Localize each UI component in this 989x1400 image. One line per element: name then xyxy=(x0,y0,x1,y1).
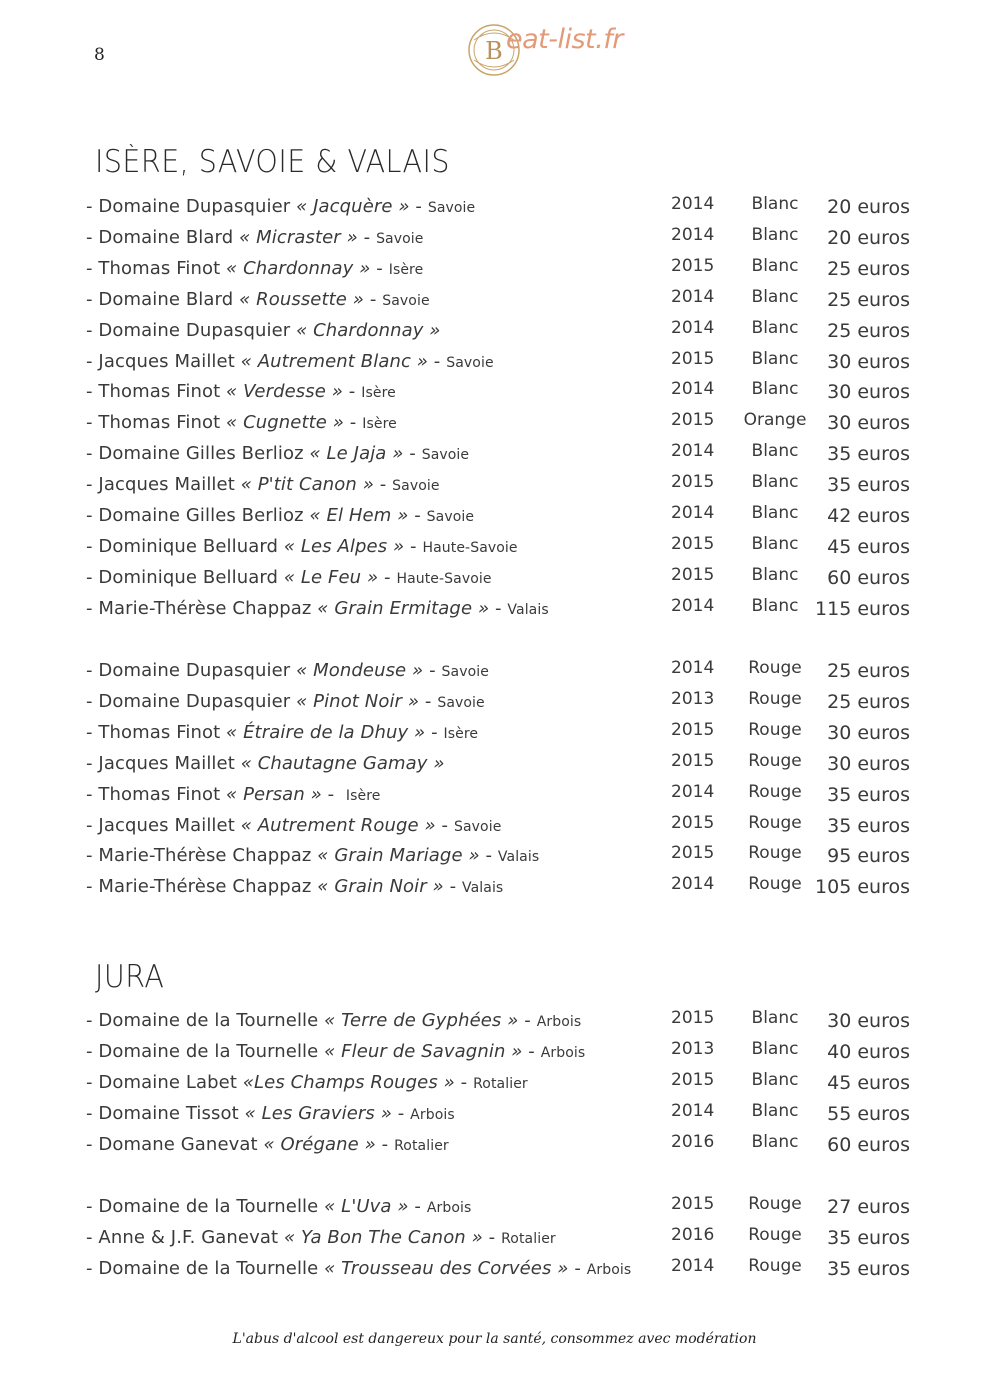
vintage-year: 2014 xyxy=(671,595,715,616)
price: 35 euros xyxy=(827,814,910,837)
price: 45 euros xyxy=(827,1071,910,1094)
separator: - xyxy=(443,876,462,898)
producer: - Thomas Finot xyxy=(86,381,227,403)
producer: - Domaine Tissot xyxy=(86,1102,245,1124)
wine-name xyxy=(86,536,518,557)
wine-name xyxy=(86,351,494,372)
producer: - Domaine Dupasquier xyxy=(86,660,297,681)
separator: - xyxy=(409,196,428,217)
wine-row xyxy=(0,286,989,319)
region: Arbois xyxy=(540,1044,586,1061)
cuvee: « Micraster » xyxy=(239,226,358,248)
separator: - xyxy=(522,1040,541,1062)
region: Savoie xyxy=(421,447,470,464)
producer: - Jacques Maillet xyxy=(86,350,241,372)
section-title: ISÈRE, SAVOIE & VALAIS xyxy=(95,144,450,180)
cuvee: « Cugnette » xyxy=(226,412,344,434)
price: 95 euros xyxy=(827,845,910,868)
producer: - Dominique Belluard xyxy=(86,566,284,588)
region: Savoie xyxy=(453,818,502,835)
price: 60 euros xyxy=(827,1133,910,1156)
region: Isère xyxy=(388,261,424,278)
price: 25 euros xyxy=(827,319,910,342)
producer: - Marie-Thérèse Chappaz xyxy=(86,597,318,619)
cuvee: « Autrement Rouge » xyxy=(240,814,436,836)
producer: - Thomas Finot xyxy=(86,721,227,743)
price: 30 euros xyxy=(827,350,910,373)
wine-row xyxy=(0,1100,989,1133)
separator: - xyxy=(391,1102,411,1124)
price: 60 euros xyxy=(827,566,910,589)
logo-letter: B xyxy=(485,37,503,65)
wine-color: Blanc xyxy=(751,286,799,307)
wine-row xyxy=(0,876,989,906)
region: Arbois xyxy=(426,1200,472,1216)
price: 20 euros xyxy=(827,226,910,249)
vintage-year: 2015 xyxy=(671,472,715,493)
wine-name xyxy=(86,660,489,681)
wine-name xyxy=(86,320,441,341)
wine-name xyxy=(86,258,423,279)
price: 30 euros xyxy=(827,721,910,744)
region: Rotalier xyxy=(501,1230,556,1247)
wine-color: Blanc xyxy=(751,472,799,493)
wine-name xyxy=(86,381,396,402)
price: 105 euros xyxy=(815,876,910,899)
price: 30 euros xyxy=(827,752,910,775)
price: 42 euros xyxy=(827,505,910,527)
producer: - Jacques Maillet xyxy=(86,752,241,774)
wine-color: Blanc xyxy=(751,1038,799,1059)
wine-name xyxy=(86,598,549,619)
region: Savoie xyxy=(437,694,485,711)
producer: - Domaine de la Tournelle xyxy=(86,1010,325,1031)
section-title: JURA xyxy=(95,959,165,995)
price: 40 euros xyxy=(827,1040,910,1063)
producer: - Domaine Gilles Berlioz xyxy=(86,443,310,465)
vintage-year: 2013 xyxy=(671,1038,715,1059)
region: Isère xyxy=(362,416,397,433)
wine-row xyxy=(0,412,989,442)
separator: - xyxy=(342,381,362,403)
wine-row xyxy=(0,750,989,783)
wine-color: Rouge xyxy=(748,658,802,678)
wine-color: Blanc xyxy=(751,1100,799,1121)
vintage-year: 2014 xyxy=(671,781,715,802)
price: 35 euros xyxy=(827,443,910,466)
wine-row xyxy=(0,1196,989,1226)
price: 25 euros xyxy=(827,288,910,311)
vintage-year: 2015 xyxy=(671,1194,715,1214)
wine-row xyxy=(0,1069,989,1102)
wine-row xyxy=(0,1255,989,1288)
price: 35 euros xyxy=(827,1257,910,1280)
separator: - xyxy=(370,257,389,279)
cuvee: « Trousseau des Corvées » xyxy=(324,1257,569,1279)
wine-color: Rouge xyxy=(748,688,802,709)
producer: - Domaine Labet xyxy=(86,1071,243,1093)
separator: - xyxy=(425,721,444,743)
vintage-year: 2016 xyxy=(671,1131,715,1152)
cuvee: « Les Alpes » xyxy=(283,535,405,557)
wine-color: Blanc xyxy=(751,317,799,338)
vintage-year: 2015 xyxy=(671,812,715,833)
region: Valais xyxy=(507,601,549,618)
separator: - xyxy=(482,1226,502,1248)
price: 30 euros xyxy=(827,1010,910,1032)
wine-color: Rouge xyxy=(748,750,802,771)
separator: - xyxy=(375,1133,395,1155)
wine-color: Rouge xyxy=(748,1224,802,1245)
price: 20 euros xyxy=(827,196,910,218)
producer: - Domaine Blard xyxy=(86,288,240,310)
price: 115 euros xyxy=(815,597,910,620)
price: 30 euros xyxy=(827,412,910,435)
wine-name xyxy=(86,1103,455,1124)
separator: - xyxy=(408,1196,427,1217)
separator: - xyxy=(378,566,397,588)
separator: - xyxy=(364,288,383,310)
separator: - xyxy=(423,660,442,681)
vintage-year: 2014 xyxy=(671,503,715,523)
wine-row xyxy=(0,564,989,597)
cuvee: « Étraire de la Dhuy » xyxy=(226,721,426,743)
producer: - Anne & J.F. Ganevat xyxy=(86,1226,284,1248)
region: Isère xyxy=(345,787,381,804)
separator: - xyxy=(321,783,346,805)
wine-color: Blanc xyxy=(751,1069,799,1090)
producer: - Jacques Maillet xyxy=(86,814,241,836)
wine-color: Rouge xyxy=(748,719,802,740)
region: Savoie xyxy=(376,230,424,247)
vintage-year: 2014 xyxy=(671,1255,715,1276)
region: Haute-Savoie xyxy=(396,570,492,587)
producer: - Domaine Dupasquier xyxy=(86,690,297,712)
cuvee: « Terre de Gyphées » xyxy=(324,1010,519,1031)
separator: - xyxy=(404,535,423,557)
wine-row xyxy=(0,1131,989,1164)
price: 30 euros xyxy=(827,381,910,404)
separator: - xyxy=(435,814,454,836)
region: Savoie xyxy=(426,509,475,525)
cuvee: « Grain Mariage » xyxy=(317,845,480,867)
cuvee: « Chardonnay » xyxy=(226,257,371,279)
vintage-year: 2015 xyxy=(671,533,715,554)
wine-row xyxy=(0,255,989,288)
cuvee: « Grain Noir » xyxy=(317,876,444,898)
wine-row xyxy=(0,595,989,628)
wine-name xyxy=(86,784,381,805)
region: Valais xyxy=(497,849,540,866)
wine-row xyxy=(0,781,989,814)
vintage-year: 2015 xyxy=(671,719,715,740)
region: Savoie xyxy=(427,200,476,216)
wine-row xyxy=(0,660,989,690)
separator: - xyxy=(408,505,427,526)
price: 25 euros xyxy=(827,257,910,280)
wine-row xyxy=(0,505,989,535)
producer: - Dominique Belluard xyxy=(86,535,284,557)
region: Savoie xyxy=(392,478,440,495)
wine-color: Blanc xyxy=(751,564,799,585)
separator: - xyxy=(419,690,438,712)
price: 35 euros xyxy=(827,1226,910,1249)
wine-row xyxy=(0,1038,989,1071)
wine-color: Rouge xyxy=(748,1194,802,1214)
producer: - Domaine de la Tournelle xyxy=(86,1257,325,1279)
wine-row xyxy=(0,533,989,566)
vintage-year: 2015 xyxy=(671,750,715,771)
separator: - xyxy=(518,1010,537,1031)
wine-color: Blanc xyxy=(751,533,799,554)
producer: - Domaine Dupasquier xyxy=(86,196,297,217)
vintage-year: 2015 xyxy=(671,410,715,431)
cuvee: « Fleur de Savagnin » xyxy=(324,1040,523,1062)
vintage-year: 2014 xyxy=(671,441,715,462)
wine-row xyxy=(0,845,989,875)
vintage-year: 2014 xyxy=(671,194,715,214)
producer: - Domaine de la Tournelle xyxy=(86,1196,325,1217)
wine-row xyxy=(0,224,989,257)
wine-color: Blanc xyxy=(751,503,799,523)
vintage-year: 2014 xyxy=(671,658,715,678)
producer: - Domaine Gilles Berlioz xyxy=(86,505,310,526)
wine-color: Blanc xyxy=(751,1008,799,1028)
wine-name xyxy=(86,1134,449,1155)
wine-row xyxy=(0,317,989,350)
wine-row xyxy=(0,196,989,226)
region: Arbois xyxy=(586,1261,632,1278)
separator: - xyxy=(343,412,363,434)
cuvee: « Pinot Noir » xyxy=(296,690,420,712)
producer: - Marie-Thérèse Chappaz xyxy=(86,845,318,867)
wine-color: Rouge xyxy=(748,874,802,895)
wine-row xyxy=(0,381,989,411)
vintage-year: 2014 xyxy=(671,379,715,400)
cuvee: « Le Feu » xyxy=(283,566,379,588)
vintage-year: 2013 xyxy=(671,688,715,709)
separator: - xyxy=(479,845,498,867)
cuvee: « Mondeuse » xyxy=(296,660,424,681)
watermark: eat-list.fr xyxy=(506,24,623,55)
wine-color: Rouge xyxy=(748,781,802,802)
cuvee: « Roussette » xyxy=(239,288,364,310)
cuvee: « L'Uva » xyxy=(324,1196,409,1217)
wine-name xyxy=(86,1258,631,1279)
cuvee: « Verdesse » xyxy=(226,381,343,403)
page-number: 8 xyxy=(94,45,105,65)
vintage-year: 2015 xyxy=(671,255,715,276)
cuvee: « Chardonnay » xyxy=(296,319,441,341)
producer: - Domaine Dupasquier xyxy=(86,319,297,341)
price: 35 euros xyxy=(827,474,910,497)
wine-name xyxy=(86,1227,556,1248)
region: Savoie xyxy=(382,292,430,309)
wine-name xyxy=(86,227,423,248)
wine-row xyxy=(0,348,989,381)
wine-name xyxy=(86,876,503,897)
region: Savoie xyxy=(446,354,494,371)
cuvee: « El Hem » xyxy=(309,505,409,526)
region: Haute-Savoie xyxy=(422,539,518,556)
cuvee: « Les Graviers » xyxy=(244,1102,392,1124)
cuvee: « Grain Ermitage » xyxy=(317,597,490,619)
wine-row xyxy=(0,812,989,845)
price: 25 euros xyxy=(827,690,910,713)
region: Arbois xyxy=(536,1014,582,1030)
wine-color: Blanc xyxy=(751,379,799,400)
vintage-year: 2014 xyxy=(671,286,715,307)
wine-color: Blanc xyxy=(751,441,799,462)
vintage-year: 2014 xyxy=(671,224,715,245)
cuvee: « P'tit Canon » xyxy=(240,474,374,496)
wine-color: Rouge xyxy=(748,812,802,833)
producer: - Domaine de la Tournelle xyxy=(86,1040,325,1062)
wine-row xyxy=(0,443,989,473)
region: Isère xyxy=(443,725,479,742)
region: Rotalier xyxy=(473,1075,528,1092)
wine-name xyxy=(86,505,474,526)
vintage-year: 2015 xyxy=(671,843,715,864)
wine-row xyxy=(0,1224,989,1257)
cuvee: « Jacquère » xyxy=(296,196,410,217)
wine-name xyxy=(86,443,469,464)
wine-name xyxy=(86,474,440,495)
wine-name xyxy=(86,567,492,588)
separator: - xyxy=(568,1257,587,1279)
producer: - Thomas Finot xyxy=(86,257,227,279)
wine-name xyxy=(86,815,501,836)
wine-name xyxy=(86,1072,528,1093)
wine-color: Orange xyxy=(743,410,807,431)
vintage-year: 2014 xyxy=(671,1100,715,1121)
vintage-year: 2015 xyxy=(671,1069,715,1090)
wine-color: Blanc xyxy=(751,255,799,276)
price: 25 euros xyxy=(827,660,910,682)
vintage-year: 2015 xyxy=(671,348,715,369)
wine-name xyxy=(86,1041,585,1062)
region: Rotalier xyxy=(394,1137,449,1154)
producer: - Thomas Finot xyxy=(86,783,227,805)
wine-name xyxy=(86,845,539,866)
wine-row xyxy=(0,688,989,721)
price: 35 euros xyxy=(827,783,910,806)
separator: - xyxy=(403,443,422,465)
wine-name xyxy=(86,1010,581,1031)
wine-name xyxy=(86,1196,471,1217)
wine-color: Rouge xyxy=(748,1255,802,1276)
wine-color: Blanc xyxy=(751,595,799,616)
wine-color: Rouge xyxy=(748,843,802,864)
separator: - xyxy=(454,1071,474,1093)
footer-disclaimer: L'abus d'alcool est dangereux pour la santé, consommez avec modération xyxy=(232,1331,757,1347)
wine-color: Blanc xyxy=(751,348,799,369)
region: Savoie xyxy=(441,664,489,680)
cuvee: « Persan » xyxy=(226,783,322,805)
wine-name xyxy=(86,691,485,712)
separator: - xyxy=(427,350,447,372)
wine-name xyxy=(86,722,478,743)
wine-name xyxy=(86,412,397,433)
cuvee: « Ya Bon The Canon » xyxy=(283,1226,483,1248)
cuvee: «Les Champs Rouges » xyxy=(242,1071,455,1093)
region: Arbois xyxy=(410,1106,455,1123)
wine-row xyxy=(0,719,989,752)
region: Isère xyxy=(361,385,396,402)
cuvee: « Orégane » xyxy=(263,1133,376,1155)
vintage-year: 2015 xyxy=(671,564,715,585)
wine-row xyxy=(0,1010,989,1040)
region: Valais xyxy=(462,880,504,897)
price: 27 euros xyxy=(827,1196,910,1218)
price: 55 euros xyxy=(827,1102,910,1125)
separator: - xyxy=(357,226,377,248)
price: 45 euros xyxy=(827,535,910,558)
vintage-year: 2014 xyxy=(671,874,715,895)
producer: - Domaine Blard xyxy=(86,226,240,248)
cuvee: « Chautagne Gamay » xyxy=(240,752,445,774)
wine-color: Blanc xyxy=(751,194,799,214)
producer: - Domane Ganevat xyxy=(86,1133,264,1155)
vintage-year: 2016 xyxy=(671,1224,715,1245)
separator: - xyxy=(373,474,393,496)
vintage-year: 2015 xyxy=(671,1008,715,1028)
producer: - Marie-Thérèse Chappaz xyxy=(86,876,318,898)
vintage-year: 2014 xyxy=(671,317,715,338)
producer: - Jacques Maillet xyxy=(86,474,241,496)
wine-name xyxy=(86,289,430,310)
cuvee: « Autrement Blanc » xyxy=(240,350,428,372)
wine-color: Blanc xyxy=(751,1131,799,1152)
separator: - xyxy=(489,597,508,619)
producer: - Thomas Finot xyxy=(86,412,227,434)
wine-name xyxy=(86,196,475,217)
wine-name xyxy=(86,753,445,774)
wine-row xyxy=(0,474,989,504)
cuvee: « Le Jaja » xyxy=(309,443,404,465)
wine-color: Blanc xyxy=(751,224,799,245)
